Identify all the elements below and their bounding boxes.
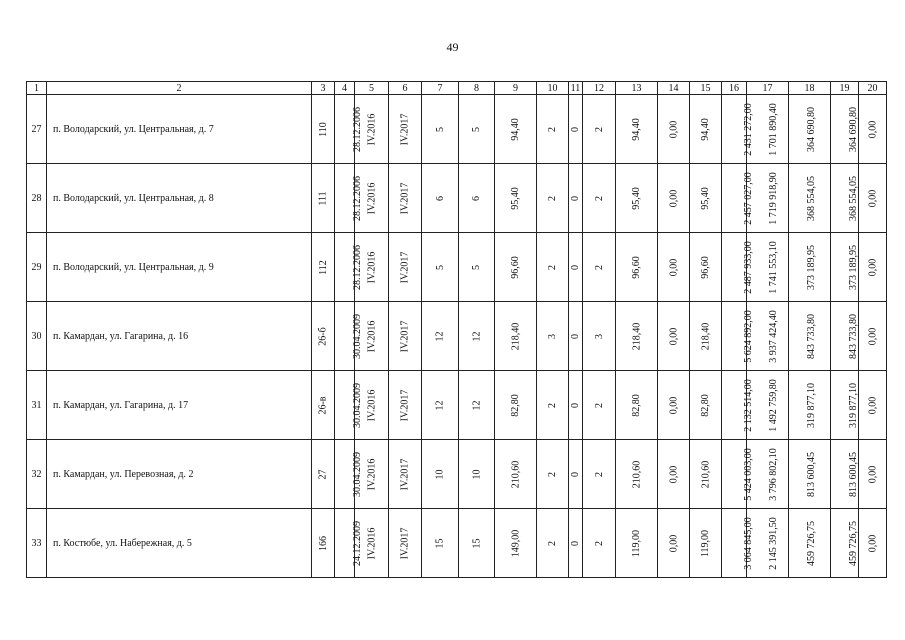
- cell-text: 15: [471, 538, 482, 548]
- cell-text: 29: [31, 261, 42, 273]
- cell-text: 12: [471, 400, 482, 410]
- cell-text: IV.2016: [365, 527, 377, 559]
- table-cell-col-12: [583, 509, 616, 578]
- cell-text: 119,00: [699, 529, 711, 557]
- table-cell-col-16: [722, 164, 754, 233]
- table-cell-col-10: [537, 440, 569, 509]
- table-cell-col-2: [47, 233, 312, 302]
- column-header-20: 20: [859, 82, 887, 95]
- cell-text: 0,00: [867, 258, 878, 276]
- cell-text: 0: [570, 195, 581, 201]
- cell-text: 2 457 027,00: [742, 171, 754, 225]
- table-cell-col-20: [859, 371, 887, 440]
- cell-text: 218,40: [700, 322, 711, 350]
- cell-text: 3: [593, 333, 605, 339]
- cell-text: 28.12.2006: [352, 106, 363, 152]
- cell-text: 373 189,95: [806, 244, 817, 290]
- table-cell-col-19: [831, 371, 859, 440]
- table-cell-col-8: [459, 95, 495, 164]
- table-cell-col-14: [658, 233, 690, 302]
- cell-text: 3 937 424,40: [767, 309, 779, 363]
- table-cell-col-11: [569, 302, 583, 371]
- cell-text: 218,40: [631, 322, 642, 350]
- table-cell-col-9: [495, 509, 537, 578]
- table-cell-col-1: [27, 371, 47, 440]
- table-cell-col-18: [789, 164, 831, 233]
- cell-text: 110: [317, 121, 329, 137]
- table-cell-col-14: [658, 164, 690, 233]
- table-cell-col-4: [335, 95, 363, 164]
- table-cell-col-11: [569, 509, 583, 578]
- table-cell-col-7: [422, 509, 459, 578]
- cell-text: 82,80: [631, 393, 642, 417]
- table-cell-col-20: [859, 302, 887, 371]
- cell-text: 94,40: [700, 117, 711, 141]
- table-cell-col-1: [27, 302, 47, 371]
- table-cell-col-13: [616, 95, 658, 164]
- cell-text: 2: [547, 402, 558, 408]
- cell-text: 96,60: [700, 255, 711, 279]
- table-cell-col-12: [583, 233, 616, 302]
- table-cell-col-20: [859, 509, 887, 578]
- column-header-19: 19: [831, 82, 859, 95]
- table-cell-col-19: [831, 164, 859, 233]
- table-cell-col-18: [789, 95, 831, 164]
- cell-text: 2 487 933,00: [742, 240, 754, 294]
- table-cell-col-9: [495, 371, 537, 440]
- cell-text: 0: [570, 540, 581, 546]
- column-header-6: 6: [389, 82, 422, 95]
- table-cell-col-11: [569, 95, 583, 164]
- table-cell-col-4: [335, 233, 363, 302]
- table-cell-col-20: [859, 440, 887, 509]
- cell-text: 5 424 003,00: [742, 447, 754, 501]
- table-cell-col-15: [690, 164, 722, 233]
- header-row: [27, 82, 887, 95]
- table-cell-col-12: [583, 302, 616, 371]
- cell-text: 95,40: [631, 186, 642, 210]
- table-cell-col-18: [789, 509, 831, 578]
- table-cell-col-9: [495, 302, 537, 371]
- table-cell-col-15: [690, 440, 722, 509]
- cell-text: 119,00: [630, 529, 642, 557]
- table-cell-col-7: [422, 95, 459, 164]
- column-header-16: 16: [722, 82, 747, 95]
- table-cell-col-12: [583, 440, 616, 509]
- cell-text: 2: [547, 195, 558, 201]
- table-cell-col-15: [690, 233, 722, 302]
- cell-text: 96,60: [510, 255, 521, 279]
- table-cell-col-19: [831, 440, 859, 509]
- table-cell-col-12: [583, 164, 616, 233]
- table-cell-col-20: [859, 233, 887, 302]
- cell-text: 459 726,75: [848, 520, 859, 566]
- table-cell-col-10: [537, 302, 569, 371]
- table-cell-col-9: [495, 95, 537, 164]
- cell-text: IV.2016: [365, 113, 377, 145]
- cell-text: п. Володарский, ул. Центральная, д. 9: [53, 261, 214, 273]
- table-cell-col-3: [312, 233, 335, 302]
- table-row: [27, 371, 887, 440]
- cell-text: 96,60: [631, 255, 642, 279]
- column-header-17: 17: [747, 82, 789, 95]
- table-cell-col-19: [831, 95, 859, 164]
- cell-text: 210,60: [510, 460, 521, 488]
- cell-text: 2: [593, 126, 605, 132]
- cell-text: п. Костюбе, ул. Набережная, д. 5: [53, 537, 192, 549]
- cell-text: 0: [570, 126, 581, 132]
- cell-text: 166: [317, 535, 329, 551]
- table-cell-col-11: [569, 371, 583, 440]
- cell-text: 2: [593, 264, 605, 270]
- table-cell-col-14: [658, 302, 690, 371]
- column-header-13: 13: [616, 82, 658, 95]
- table-cell-col-14: [658, 95, 690, 164]
- cell-text: 0,00: [668, 189, 679, 207]
- table-cell-col-7: [422, 233, 459, 302]
- cell-text: 0,00: [668, 258, 679, 276]
- cell-text: 10: [434, 469, 446, 479]
- column-header-2: 2: [47, 82, 312, 95]
- cell-text: п. Камардан, ул. Гагарина, д. 16: [53, 330, 189, 342]
- table-cell-col-18: [789, 233, 831, 302]
- table-cell-col-8: [459, 302, 495, 371]
- cell-text: 368 554,05: [848, 175, 859, 221]
- cell-text: IV.2017: [399, 251, 411, 283]
- cell-text: 112: [317, 259, 329, 275]
- table-cell-col-11: [569, 440, 583, 509]
- column-header-3: 3: [312, 82, 335, 95]
- table-cell-col-8: [459, 509, 495, 578]
- table-cell-col-1: [27, 440, 47, 509]
- table-cell-col-7: [422, 440, 459, 509]
- table-cell-col-2: [47, 95, 312, 164]
- table-cell-col-10: [537, 371, 569, 440]
- cell-text: 0,00: [668, 534, 679, 552]
- table-cell-col-18: [789, 371, 831, 440]
- column-header-4: 4: [335, 82, 355, 95]
- cell-text: IV.2016: [365, 389, 377, 421]
- column-header-14: 14: [658, 82, 690, 95]
- table-cell-col-13: [616, 302, 658, 371]
- table-cell-col-10: [537, 509, 569, 578]
- table-cell-col-14: [658, 371, 690, 440]
- table-cell-col-1: [27, 509, 47, 578]
- cell-text: 27: [31, 123, 42, 135]
- table-cell-col-13: [616, 509, 658, 578]
- cell-text: 12: [434, 331, 446, 341]
- cell-text: п. Володарский, ул. Центральная, д. 8: [53, 192, 214, 204]
- table-cell-col-4: [335, 302, 363, 371]
- table-cell-col-3: [312, 440, 335, 509]
- cell-text: 0,00: [867, 327, 878, 345]
- table-cell-col-12: [583, 95, 616, 164]
- cell-text: 95,40: [510, 186, 521, 210]
- cell-text: 364 690,80: [806, 106, 817, 152]
- table-cell-col-3: [312, 509, 335, 578]
- table-cell-col-14: [658, 509, 690, 578]
- table-cell-col-13: [616, 371, 658, 440]
- column-header-8: 8: [459, 82, 495, 95]
- cell-text: 33: [31, 537, 42, 549]
- cell-text: IV.2017: [399, 113, 411, 145]
- table-cell-col-13: [616, 440, 658, 509]
- cell-text: 368 554,05: [806, 175, 817, 221]
- cell-text: 210,60: [631, 460, 642, 488]
- cell-text: 0,00: [668, 396, 679, 414]
- cell-text: 2 132 514,00: [742, 378, 754, 432]
- cell-text: IV.2016: [365, 251, 377, 283]
- cell-text: 5 624 892,00: [742, 309, 754, 363]
- table-cell-col-10: [537, 164, 569, 233]
- cell-text: 10: [471, 469, 482, 479]
- cell-text: 31: [31, 399, 42, 411]
- page-number: 49: [446, 40, 459, 54]
- table-cell-col-10: [537, 233, 569, 302]
- column-header-5: 5: [355, 82, 389, 95]
- table-cell-col-13: [616, 233, 658, 302]
- table-cell-col-1: [27, 164, 47, 233]
- cell-text: 15: [434, 538, 446, 548]
- cell-text: 24.12.2009: [352, 520, 363, 566]
- cell-text: 3 064 845,00: [742, 516, 754, 570]
- cell-text: IV.2016: [365, 182, 377, 214]
- cell-text: 5: [434, 264, 446, 270]
- table-row: [27, 440, 887, 509]
- cell-text: IV.2017: [399, 320, 411, 352]
- cell-text: 0: [570, 264, 581, 270]
- table-cell-col-6: [389, 440, 422, 509]
- cell-text: 0: [570, 471, 581, 477]
- cell-text: 5: [434, 126, 446, 132]
- table-cell-col-3: [312, 164, 335, 233]
- table-cell-col-1: [27, 95, 47, 164]
- cell-text: 0,00: [668, 327, 679, 345]
- cell-text: 30.04.2009: [352, 451, 363, 497]
- cell-text: 28: [31, 192, 42, 204]
- table-row: [27, 302, 887, 371]
- table-row: [27, 509, 887, 578]
- cell-text: 32: [31, 468, 42, 480]
- cell-text: 12: [434, 400, 446, 410]
- table-cell-col-7: [422, 302, 459, 371]
- cell-text: 3 796 802,10: [767, 447, 779, 501]
- cell-text: п. Камардан, ул. Перевозная, д. 2: [53, 468, 194, 480]
- cell-text: 95,40: [700, 186, 711, 210]
- cell-text: 2: [593, 195, 605, 201]
- table-cell-col-16: [722, 371, 754, 440]
- table-cell-col-16: [722, 233, 754, 302]
- column-header-7: 7: [422, 82, 459, 95]
- table-cell-col-16: [722, 440, 754, 509]
- cell-text: IV.2017: [399, 458, 411, 490]
- cell-text: 94,40: [510, 117, 521, 141]
- cell-text: IV.2016: [365, 320, 377, 352]
- cell-text: 2: [593, 402, 605, 408]
- cell-text: 0: [570, 402, 581, 408]
- table-cell-col-10: [537, 95, 569, 164]
- cell-text: 12: [471, 331, 482, 341]
- cell-text: 2 431 272,00: [742, 102, 754, 156]
- cell-text: IV.2016: [365, 458, 377, 490]
- cell-text: 2: [593, 540, 605, 546]
- cell-text: 0,00: [867, 534, 878, 552]
- cell-text: 2: [547, 264, 558, 270]
- table-cell-col-6: [389, 164, 422, 233]
- table-cell-col-3: [312, 371, 335, 440]
- table-cell-col-8: [459, 233, 495, 302]
- table-cell-col-16: [722, 95, 754, 164]
- cell-text: 82,80: [700, 393, 711, 417]
- column-header-15: 15: [690, 82, 722, 95]
- table-cell-col-4: [335, 440, 363, 509]
- cell-text: 6: [434, 195, 446, 201]
- table-cell-col-19: [831, 233, 859, 302]
- table-cell-col-4: [335, 164, 363, 233]
- table-cell-col-6: [389, 371, 422, 440]
- table-cell-col-9: [495, 440, 537, 509]
- cell-text: IV.2017: [399, 182, 411, 214]
- table-cell-col-18: [789, 302, 831, 371]
- table-cell-col-9: [495, 233, 537, 302]
- cell-text: 0,00: [867, 396, 878, 414]
- cell-text: 2: [547, 471, 558, 477]
- cell-text: 373 189,95: [848, 244, 859, 290]
- cell-text: 2 145 391,50: [767, 516, 779, 570]
- cell-text: 2: [593, 471, 605, 477]
- table-cell-col-4: [335, 509, 363, 578]
- column-header-18: 18: [789, 82, 831, 95]
- cell-text: 843 733,80: [848, 313, 859, 359]
- table-cell-col-6: [389, 302, 422, 371]
- data-table: [26, 81, 887, 578]
- cell-text: 5: [471, 126, 482, 132]
- table-cell-col-1: [27, 233, 47, 302]
- table-cell-col-11: [569, 164, 583, 233]
- cell-text: 459 726,75: [806, 520, 817, 566]
- cell-text: 30.04.2009: [352, 382, 363, 428]
- cell-text: 26-б: [317, 326, 329, 346]
- table-cell-col-20: [859, 164, 887, 233]
- table-cell-col-16: [722, 302, 754, 371]
- cell-text: 0: [570, 333, 581, 339]
- cell-text: 149,00: [510, 529, 521, 557]
- cell-text: 218,40: [510, 322, 521, 350]
- cell-text: 0,00: [867, 120, 878, 138]
- table-cell-col-15: [690, 302, 722, 371]
- cell-text: 1 701 890,40: [767, 102, 779, 156]
- cell-text: 1 492 759,80: [767, 378, 779, 432]
- table-cell-col-2: [47, 302, 312, 371]
- cell-text: 2: [547, 126, 558, 132]
- table-cell-col-3: [312, 302, 335, 371]
- column-header-1: 1: [27, 82, 47, 95]
- table-cell-col-8: [459, 440, 495, 509]
- cell-text: 2: [547, 540, 558, 546]
- cell-text: 30.04.2009: [352, 313, 363, 359]
- table-cell-col-13: [616, 164, 658, 233]
- cell-text: 111: [317, 190, 329, 206]
- cell-text: 319 877,10: [806, 382, 817, 428]
- table-row: [27, 95, 887, 164]
- table-cell-col-4: [335, 371, 363, 440]
- cell-text: 0,00: [867, 189, 878, 207]
- cell-text: 30: [31, 330, 42, 342]
- table-cell-col-15: [690, 509, 722, 578]
- cell-text: 210,60: [700, 460, 711, 488]
- table-cell-col-6: [389, 233, 422, 302]
- cell-text: 364 690,80: [848, 106, 859, 152]
- column-header-10: 10: [537, 82, 569, 95]
- table-cell-col-15: [690, 95, 722, 164]
- table-cell-col-9: [495, 164, 537, 233]
- cell-text: 27: [317, 469, 329, 479]
- table-cell-col-19: [831, 302, 859, 371]
- cell-text: 28.12.2006: [352, 244, 363, 290]
- table-cell-col-11: [569, 233, 583, 302]
- table-cell-col-12: [583, 371, 616, 440]
- cell-text: 0,00: [668, 120, 679, 138]
- cell-text: IV.2017: [399, 389, 411, 421]
- table-cell-col-6: [389, 509, 422, 578]
- table-cell-col-14: [658, 440, 690, 509]
- cell-text: 0,00: [867, 465, 878, 483]
- table-cell-col-2: [47, 164, 312, 233]
- table-cell-col-8: [459, 371, 495, 440]
- column-header-9: 9: [495, 82, 537, 95]
- column-header-11: 11: [569, 82, 583, 95]
- table-cell-col-8: [459, 164, 495, 233]
- cell-text: 82,80: [510, 393, 521, 417]
- cell-text: 813 600,45: [806, 451, 817, 497]
- cell-text: 3: [547, 333, 558, 339]
- table-cell-col-20: [859, 95, 887, 164]
- table-cell-col-7: [422, 371, 459, 440]
- table-cell-col-3: [312, 95, 335, 164]
- cell-text: 6: [471, 195, 482, 201]
- cell-text: IV.2017: [399, 527, 411, 559]
- cell-text: 94,40: [631, 117, 642, 141]
- cell-text: 319 877,10: [848, 382, 859, 428]
- table-cell-col-6: [389, 95, 422, 164]
- cell-text: п. Камардан, ул. Гагарина, д. 17: [53, 399, 189, 411]
- table-cell-col-15: [690, 371, 722, 440]
- table-cell-col-7: [422, 164, 459, 233]
- column-header-12: 12: [583, 82, 616, 95]
- table-cell-col-18: [789, 440, 831, 509]
- table-cell-col-2: [47, 371, 312, 440]
- cell-text: 26-в: [317, 395, 329, 415]
- cell-text: 1 719 918,90: [767, 171, 779, 225]
- cell-text: п. Володарский, ул. Центральная, д. 7: [53, 123, 214, 135]
- cell-text: 843 733,80: [806, 313, 817, 359]
- table-cell-col-19: [831, 509, 859, 578]
- cell-text: 28.12.2006: [352, 175, 363, 221]
- table-cell-col-2: [47, 440, 312, 509]
- cell-text: 1 741 553,10: [767, 240, 779, 294]
- table-row: [27, 233, 887, 302]
- table-cell-col-16: [722, 509, 754, 578]
- cell-text: 813 600,45: [848, 451, 859, 497]
- table-row: [27, 164, 887, 233]
- cell-text: 5: [471, 264, 482, 270]
- cell-text: 0,00: [668, 465, 679, 483]
- table-cell-col-2: [47, 509, 312, 578]
